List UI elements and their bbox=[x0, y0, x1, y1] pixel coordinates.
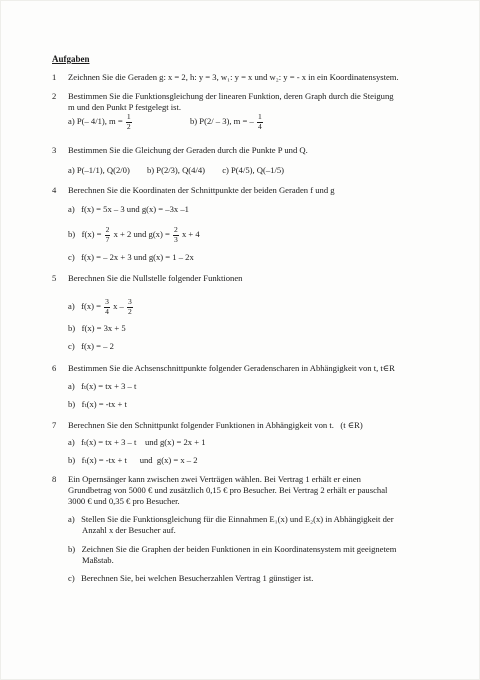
task-5-number: 5 bbox=[52, 273, 57, 283]
fraction-numerator: 2 bbox=[174, 225, 178, 234]
task-8-number: 8 bbox=[52, 474, 57, 484]
task-4-b-label: b) f(x) = bbox=[68, 228, 102, 239]
task-2-b-prefix: b) P(2/ – 3), m = – bbox=[190, 115, 254, 126]
task-7-b: b) fₜ(x) = -tx + t und g(x) = x – 2 bbox=[68, 455, 198, 465]
task-3-number: 3 bbox=[52, 145, 57, 155]
fraction-numerator: 3 bbox=[128, 297, 132, 306]
task-5-a-fraction-2 bbox=[127, 298, 133, 316]
fraction-denominator: 2 bbox=[128, 306, 132, 316]
task-5-text: Berechnen Sie die Nullstelle folgender Funktionen bbox=[68, 273, 243, 283]
fraction-denominator: 4 bbox=[105, 306, 109, 316]
fraction-numerator: 3 bbox=[105, 297, 109, 306]
task-8-b-line-1: b) Zeichnen Sie die Graphen der beiden Funktionen in ein Koordinatensystem mit geeignetem bbox=[68, 544, 397, 554]
task-6-a: a) fₜ(x) = tx + 3 – t bbox=[68, 381, 137, 391]
task-3-text: Bestimmen Sie die Gleichung der Geraden durch die Punkte P und Q. bbox=[68, 145, 308, 155]
fraction-denominator: 3 bbox=[174, 234, 178, 244]
task-5-a-label: a) f(x) = bbox=[68, 300, 101, 311]
task-5-b: b) f(x) = 3x + 5 bbox=[68, 323, 126, 333]
task-7-a: a) fₜ(x) = tx + 3 – t und g(x) = 2x + 1 bbox=[68, 437, 206, 447]
task-6-number: 6 bbox=[52, 363, 57, 373]
task-2-a-prefix: a) P(– 4/1), m = bbox=[68, 115, 123, 126]
task-6-text: Bestimmen Sie die Achsenschnittpunkte folgender Geradenscharen in Abhängigkeit von t, t∈R bbox=[68, 363, 395, 373]
task-5-c: c) f(x) = – 2 bbox=[68, 341, 114, 351]
task-8-line-1: Ein Opernsänger kann zwischen zwei Verträgen wählen. Bei Vertrag 1 erhält er einen bbox=[68, 474, 361, 484]
task-8-line-3: 3000 € und 0,35 € pro Besucher. bbox=[68, 496, 180, 506]
task-8-b-line-2: Maßstab. bbox=[82, 555, 114, 565]
task-8-line-2: Grundbetrag von 5000 € und zusätzlich 0,15 € pro Besucher. Bei Vertrag 2 erhält er pauschal bbox=[68, 485, 388, 495]
fraction-denominator: 7 bbox=[105, 234, 110, 244]
task-2-b-fraction bbox=[257, 113, 263, 131]
heading: Aufgaben bbox=[52, 54, 90, 64]
task-5-a bbox=[68, 298, 134, 316]
task-4-a: a) f(x) = 5x – 3 und g(x) = –3x –1 bbox=[68, 204, 189, 214]
task-2-b bbox=[190, 113, 264, 131]
task-4-b-fraction-2 bbox=[173, 226, 179, 244]
fraction-denominator: 4 bbox=[257, 121, 262, 131]
task-8-a-line-2: Anzahl x der Besucher auf. bbox=[82, 525, 176, 535]
task-2-number: 2 bbox=[52, 91, 57, 101]
task-6-b: b) fₜ(x) = -tx + t bbox=[68, 399, 127, 409]
task-5-a-fraction-1 bbox=[104, 298, 110, 316]
task-4-number: 4 bbox=[52, 185, 57, 195]
task-7-text: Berechnen Sie den Schnittpunkt folgender Funktionen in Abhängigkeit von t. (t ∈R) bbox=[68, 420, 363, 430]
task-7-number: 7 bbox=[52, 420, 57, 430]
task-1-number: 1 bbox=[52, 72, 57, 82]
task-2-a-fraction bbox=[126, 113, 132, 131]
task-4-b-middle: x + 2 und g(x) = bbox=[113, 228, 170, 239]
task-8-c: c) Berechnen Sie, bei welchen Besucherzahlen Vertrag 1 günstiger ist. bbox=[68, 573, 314, 583]
task-4-b-end: x + 4 bbox=[181, 228, 200, 239]
task-2-text-1: Bestimmen Sie die Funktionsgleichung der linearen Funktion, deren Graph durch die Steigung bbox=[68, 91, 394, 101]
task-4-b bbox=[68, 226, 200, 244]
fraction-numerator: 2 bbox=[105, 225, 110, 234]
task-1-text: Zeichnen Sie die Geraden g: x = 2, h: y = 3, w₁: y = x und w₂: y = - x in ein Koordinatensystem. bbox=[68, 72, 399, 82]
task-4-b-fraction-1 bbox=[105, 226, 111, 244]
task-5-a-middle: x – bbox=[113, 300, 124, 311]
task-8-a-line-1: a) Stellen Sie die Funktionsgleichung für die Einnahmen E₁(x) und E₂(x) in Abhängigkeit der bbox=[68, 514, 394, 524]
task-3-items: a) P(–1/1), Q(2/0) b) P(2/3), Q(4/4) c) P(4/5), Q(–1/5) bbox=[68, 165, 285, 175]
task-4-c: c) f(x) = – 2x + 3 und g(x) = 1 – 2x bbox=[68, 252, 194, 262]
fraction-numerator: 1 bbox=[257, 112, 262, 121]
fraction-numerator: 1 bbox=[126, 112, 131, 121]
task-2-a bbox=[68, 113, 133, 131]
task-2-text-2: m und den Punkt P festgelegt ist. bbox=[68, 102, 182, 112]
task-4-text: Berechnen Sie die Koordinaten der Schnittpunkte der beiden Geraden f und g bbox=[68, 185, 335, 195]
fraction-denominator: 2 bbox=[126, 121, 131, 131]
